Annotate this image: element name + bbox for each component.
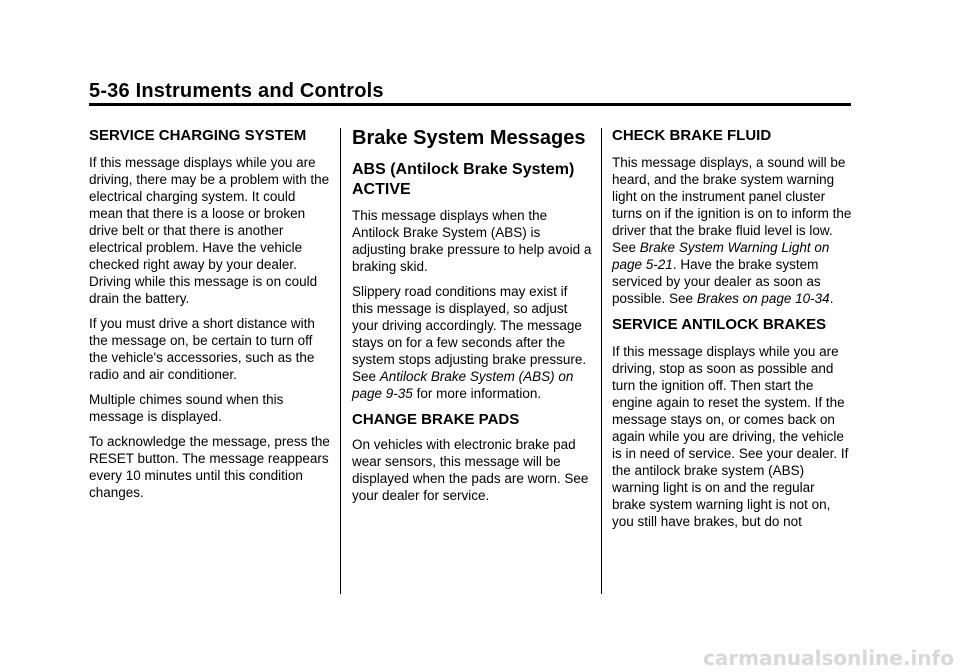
paragraph <box>352 283 592 402</box>
paragraph: If you must drive a short distance with the message on, be certain to turn off the vehicle's accessories, such as the radio and air conditioner. <box>89 316 315 382</box>
cross-reference-link[interactable]: Antilock Brake System (ABS) on page 9-35 <box>352 369 574 401</box>
subheading-abs-active: ABS (Antilock Brake System) ACTIVE <box>352 161 575 198</box>
column-1 <box>89 126 331 509</box>
paragraph: This message displays when the Antilock Brake System (ABS) is adjusting brake pressure to help avoid a braking skid. <box>352 208 592 274</box>
cross-reference-link[interactable]: Brakes on page 10-34 <box>696 291 830 306</box>
column-3 <box>612 126 852 538</box>
column-divider-1 <box>340 128 341 594</box>
section-heading-service-antilock: SERVICE ANTILOCK BRAKES <box>612 316 827 333</box>
column-divider-2 <box>601 128 602 594</box>
paragraph-text: Slippery road conditions may exist if this message is displayed, so adjust your driving accordingly. The message stays on for a few seconds after the system stops adjusting brake pressure. See <box>352 284 587 384</box>
section-heading-brake-messages: Brake System Messages <box>352 127 586 149</box>
watermark: carmanualsonline.info <box>703 646 954 670</box>
cross-reference-link[interactable]: Brake System Warning Light on page 5-21 <box>612 240 830 272</box>
paragraph-text: This message displays, a sound will be heard, and the brake system warning light on the instrument panel cluster turns on if the ignition is on to inform the driver that the brake fluid level is low. See <box>612 155 852 255</box>
page-title: 5-36 Instruments and Controls <box>89 80 384 102</box>
section-heading-check-brake-fluid: CHECK BRAKE FLUID <box>612 127 772 144</box>
subheading-change-brake-pads: CHANGE BRAKE PADS <box>352 411 520 428</box>
paragraph-text: . <box>829 291 834 306</box>
section-heading-service-charging: SERVICE CHARGING SYSTEM <box>89 127 307 144</box>
page-header <box>89 80 851 110</box>
paragraph <box>612 154 852 307</box>
paragraph: On vehicles with electronic brake pad wear sensors, this message will be displayed when the pads are worn. See your dealer for service. <box>352 437 589 503</box>
paragraph: To acknowledge the message, press the RESET button. The message reappears every 10 minutes until this condition changes. <box>89 434 330 500</box>
paragraph: If this message displays while you are driving, there may be a problem with the electrical charging system. It could mean that there is a loose or broken drive belt or that there is another electrical problem. Have the vehicle checked right away by your dealer. Driving while this message is on could drain the battery. <box>89 155 330 306</box>
paragraph-text: . Have the brake system serviced by your dealer as soon as possible. See <box>612 257 821 306</box>
paragraph: If this message displays while you are driving, stop as soon as possible and turn the ignition off. Then start the engine again to reset the system. If the message stays on, or comes back on again while you are driving, the vehicle is in need of service. See your dealer. If the antilock brake system (ABS) warning light is on and the regular brake system warning light is not on, you still have brakes, but do not <box>612 344 849 529</box>
header-rule <box>89 103 851 106</box>
paragraph: Multiple chimes sound when this message is displayed. <box>89 392 284 424</box>
column-2 <box>352 126 592 512</box>
paragraph-text: for more information. <box>416 386 542 401</box>
